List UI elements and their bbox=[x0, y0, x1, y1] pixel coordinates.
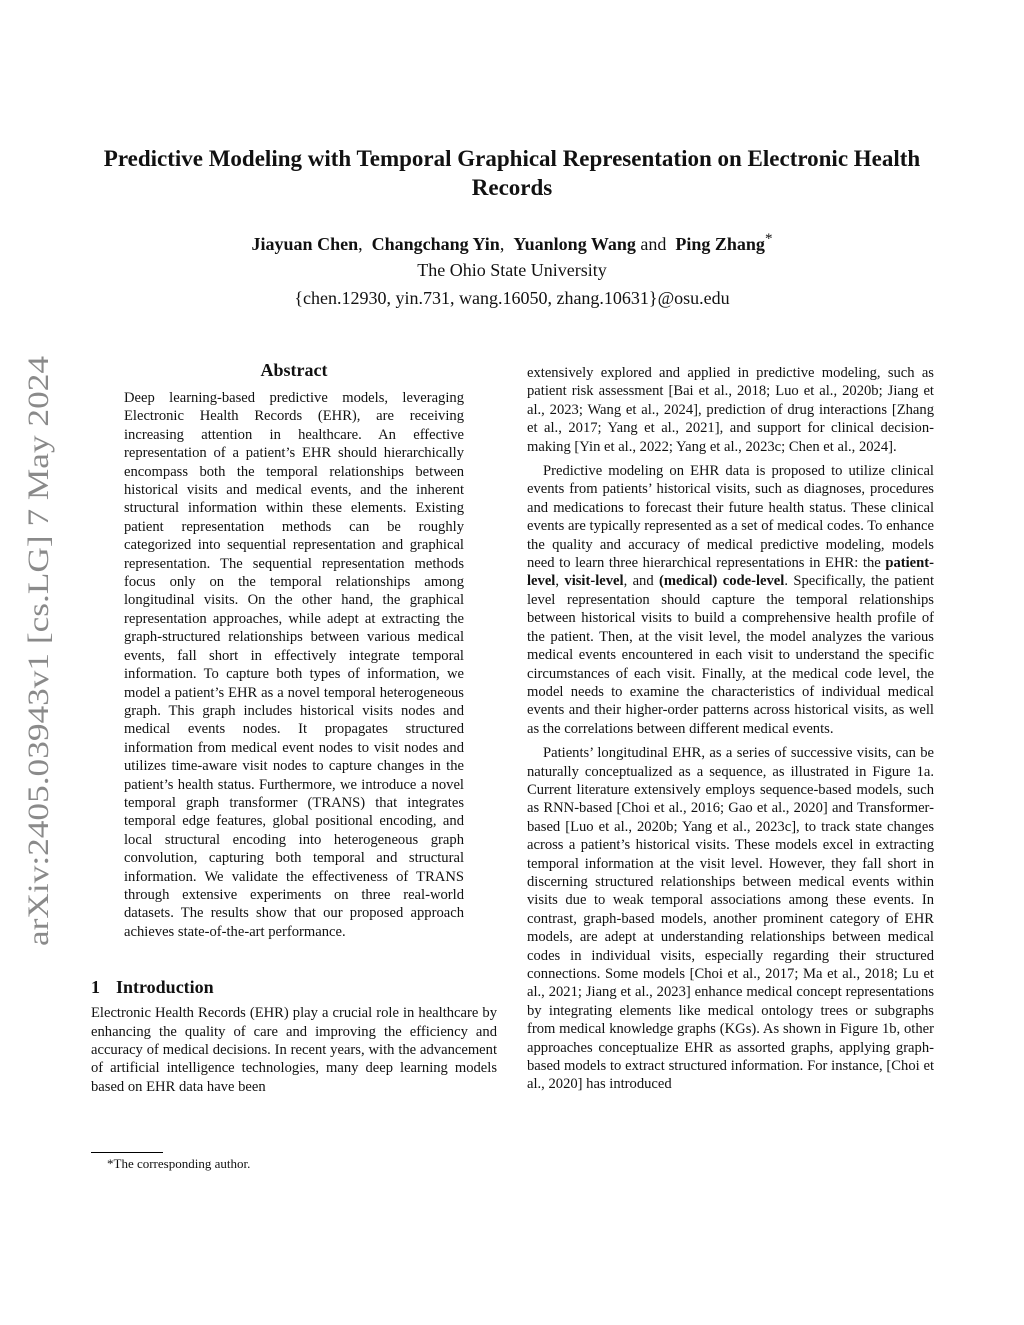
footnote-rule bbox=[91, 1152, 163, 1153]
footnote bbox=[91, 1152, 497, 1172]
section-title: Introduction bbox=[116, 977, 214, 998]
author-name: Yuanlong Wang bbox=[513, 234, 636, 254]
arxiv-side-identifier bbox=[4, 350, 64, 950]
corresponding-author-mark: * bbox=[764, 231, 773, 247]
author-separator: , bbox=[499, 234, 505, 254]
author-name: Ping Zhang bbox=[675, 234, 765, 254]
body-paragraph: Patients’ longitudinal EHR, as a series of successive visits, can be naturally conceptualized as a sequence, as illustrated in Figure 1a. Current literature extensively employs sequence-based models, such as RNN-based [Choi et al., 2016; Gao et al., 2020] and Transformer-based [Luo et al., 2020b; Yang et al., 2023c], to track state changes across a patient’s historical visits. These models excel in extracting temporal information at the visit level. However, they fall short in discerning structured relationships between medical events within visits due to weak temporal associations among these events. In contrast, graph-based models, another prominent category of EHR models, are adept at understanding relationships between medical codes in individual visits, especially regarding their structured connections. Some models [Choi et al., 2017; Ma et al., 2018; Lu et al., 2021; Jiang et al., 2023] enhance medical concept representations by integrating elements like medical ontology trees or subgraphs from medical knowledge graphs (KGs). As shown in Figure 1b, other approaches conceptualize EHR as assorted graphs, applying graph-based models to extract structured information. For instance, [Choi et al., 2020] has introduced bbox=[527, 745, 934, 1093]
body-paragraph: extensively explored and applied in predictive modeling, such as patient risk assessment [Bai et al., 2018; Luo et al., 2020b; Jiang et al., 2023; Wang et al., 2024], prediction of drug interactions [Zhang et al., 2017; Yang et al., 2021], and support for clinical decision-making [Yin et al., 2022; Yang et al., 2023c; Chen et al., 2024]. bbox=[527, 365, 934, 455]
paragraph-text: Predictive modeling on EHR data is proposed to utilize clinical events from patients’ historical visits, such as diagnoses, procedures and medications to forecast their future health status. These clinical events are typically represented as a set of medical codes. To enhance the quality and accuracy of medical predictive modeling, models need to learn three hierarchical representations in EHR: the bbox=[527, 463, 934, 572]
paragraph-text: , bbox=[555, 573, 565, 590]
abstract-text: Deep learning-based predictive models, leveraging Electronic Health Records (EHR), are receiving increasing attention in healthcare. An effective representation of a patient’s EHR should hierarchically encompass both the temporal relationships between historical visits and medical events, and the inherent structural information within these elements. Existing patient representation methods can be roughly categorized into sequential representation and graphical representation. The sequential representation methods focus only on the temporal relationships among longitudinal visits. On the other hand, the graphical representation approaches, while adept at extracting the graph-structured relationships between various medical events, fall short in effectively integrate temporal information. To capture both types of information, we model a patient’s EHR as a novel temporal heterogeneous graph. This graph includes historical visits nodes and medical events nodes. It propagates structured information from medical event nodes to visit nodes and utilizes time-aware visit nodes to capture changes in the patient’s health status. Furthermore, we introduce a novel temporal graph transformer (TRANS) that integrates temporal edge features, global positional encoding, and local structural encoding into heterogeneous graph convolution, capturing both temporal and structural information. We validate the effectiveness of TRANS through extensive experiments on three real-world datasets. The results show that our proposed approach achieves state-of-the-art performance. bbox=[124, 390, 464, 940]
arxiv-side-text: arXiv:2405.03943v1 [cs.LG] 7 May 2024 bbox=[22, 444, 55, 946]
author-list bbox=[90, 231, 934, 255]
paragraph-text: . Specifically, the patient level representation should capture the temporal relationships between historical visits to build a comprehensive health profile of the patient. Then, at the visit level, the model analyzes the various medical events encountered in each visit to understand the specific circumstances of each visit. Finally, at the medical code level, the model needs to examine the characteristics of individual medical events and their higher-order patterns across historical visits, as well as the correlations between different medical events. bbox=[527, 573, 934, 737]
abstract-heading: Abstract bbox=[260, 360, 328, 380]
left-column bbox=[91, 360, 497, 1096]
right-column bbox=[527, 364, 934, 1094]
body-paragraph bbox=[527, 462, 934, 738]
emphasis-term: patient-level bbox=[527, 555, 934, 590]
author-name: Jiayuan Chen bbox=[251, 234, 359, 254]
intro-paragraph: Electronic Health Records (EHR) play a crucial role in healthcare by enhancing the quality of care and improving the efficiency and accuracy of medical decisions. In recent years, with the advancement of artificial intelligence technologies, many deep learning models based on EHR data have been bbox=[91, 1005, 497, 1095]
section-heading bbox=[91, 977, 497, 998]
paragraph-text: , and bbox=[623, 573, 660, 590]
paper-title: Predictive Modeling with Temporal Graphical Representation on Electronic Health Records bbox=[103, 146, 921, 200]
affiliation: The Ohio State University bbox=[417, 260, 607, 280]
footnote-text: *The corresponding author. bbox=[107, 1156, 251, 1171]
author-emails: {chen.12930, yin.731, wang.16050, zhang.10631}@osu.edu bbox=[294, 288, 730, 308]
author-name: Changchang Yin bbox=[371, 234, 500, 254]
section-number: 1 bbox=[91, 977, 100, 998]
emphasis-term: (medical) code-level bbox=[659, 573, 785, 590]
emphasis-term: visit-level bbox=[564, 573, 624, 590]
author-separator: and bbox=[635, 234, 667, 254]
author-separator: , bbox=[358, 234, 363, 254]
